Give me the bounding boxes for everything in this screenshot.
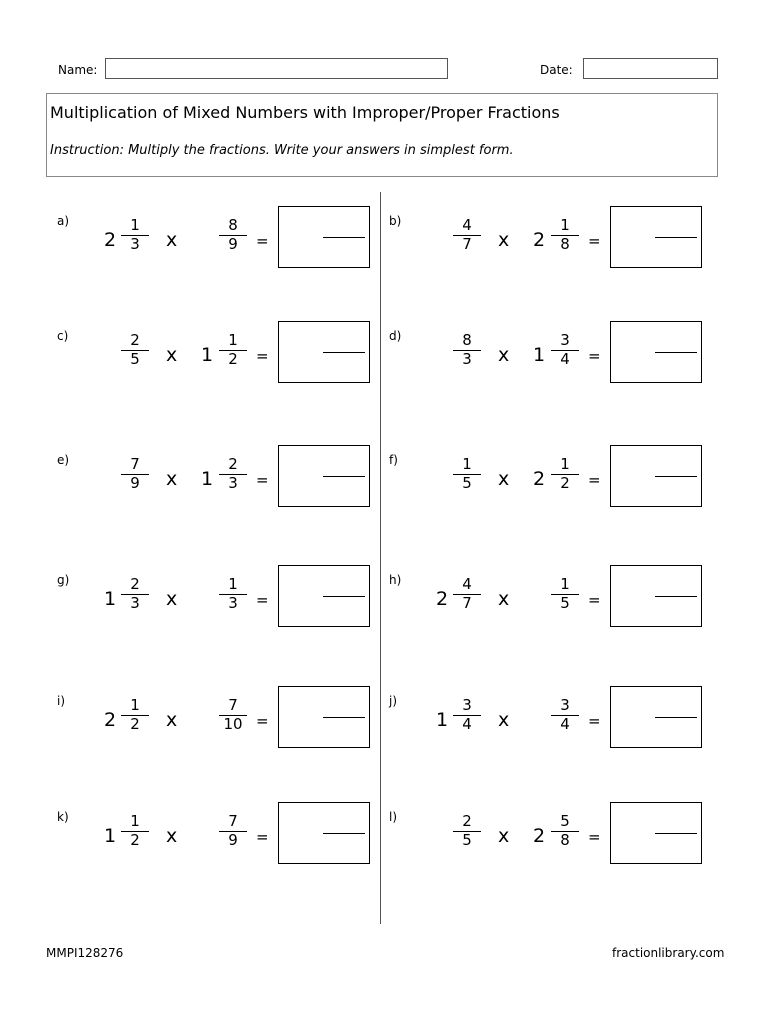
multiply-sign: x bbox=[498, 825, 510, 847]
whole-number: 1 bbox=[201, 344, 214, 366]
name-label: Name: bbox=[58, 63, 98, 77]
problem-label: g) bbox=[57, 573, 70, 587]
answer-box[interactable] bbox=[278, 802, 370, 864]
answer-fraction-line bbox=[655, 596, 697, 597]
whole-number: 2 bbox=[436, 588, 449, 610]
equals-sign: = bbox=[256, 712, 269, 730]
problem-label: k) bbox=[57, 810, 69, 824]
answer-fraction-line bbox=[323, 352, 365, 353]
answer-fraction-line bbox=[323, 476, 365, 477]
fraction bbox=[216, 813, 250, 849]
answer-box[interactable] bbox=[610, 445, 702, 507]
numerator: 7 bbox=[130, 455, 140, 473]
fraction bbox=[548, 697, 582, 733]
denominator: 4 bbox=[462, 715, 472, 733]
multiply-sign: x bbox=[498, 344, 510, 366]
numerator: 2 bbox=[130, 575, 140, 593]
answer-box[interactable] bbox=[610, 206, 702, 268]
denominator: 2 bbox=[560, 474, 570, 492]
denominator: 3 bbox=[228, 594, 238, 612]
denominator: 9 bbox=[130, 474, 140, 492]
fraction bbox=[450, 576, 484, 612]
equals-sign: = bbox=[588, 712, 601, 730]
fraction bbox=[548, 332, 582, 368]
answer-fraction-line bbox=[655, 352, 697, 353]
fraction bbox=[118, 332, 152, 368]
numerator: 2 bbox=[130, 331, 140, 349]
answer-box[interactable] bbox=[278, 321, 370, 383]
site-credit: fractionlibrary.com bbox=[612, 946, 725, 960]
denominator: 4 bbox=[560, 715, 570, 733]
denominator: 10 bbox=[223, 715, 243, 733]
multiply-sign: x bbox=[498, 588, 510, 610]
multiply-sign: x bbox=[498, 229, 510, 251]
fraction bbox=[118, 697, 152, 733]
instruction-box bbox=[46, 93, 718, 177]
denominator: 2 bbox=[130, 715, 140, 733]
numerator: 4 bbox=[462, 216, 472, 234]
date-label: Date: bbox=[540, 63, 573, 77]
fraction bbox=[548, 576, 582, 612]
fraction bbox=[450, 456, 484, 492]
equals-sign: = bbox=[256, 232, 269, 250]
denominator: 9 bbox=[228, 831, 238, 849]
numerator: 1 bbox=[130, 812, 140, 830]
fraction bbox=[216, 456, 250, 492]
fraction bbox=[216, 332, 250, 368]
problem-label: c) bbox=[57, 329, 69, 343]
denominator: 2 bbox=[130, 831, 140, 849]
answer-fraction-line bbox=[655, 237, 697, 238]
answer-box[interactable] bbox=[278, 686, 370, 748]
numerator: 3 bbox=[560, 331, 570, 349]
fraction bbox=[548, 217, 582, 253]
equals-sign: = bbox=[588, 232, 601, 250]
answer-box[interactable] bbox=[610, 802, 702, 864]
denominator: 3 bbox=[130, 594, 140, 612]
fraction bbox=[216, 697, 250, 733]
fraction bbox=[118, 813, 152, 849]
equals-sign: = bbox=[588, 347, 601, 365]
denominator: 5 bbox=[462, 831, 472, 849]
denominator: 7 bbox=[462, 235, 472, 253]
multiply-sign: x bbox=[166, 229, 178, 251]
denominator: 8 bbox=[560, 831, 570, 849]
denominator: 5 bbox=[462, 474, 472, 492]
denominator: 3 bbox=[130, 235, 140, 253]
whole-number: 2 bbox=[533, 229, 546, 251]
numerator: 1 bbox=[228, 331, 238, 349]
denominator: 8 bbox=[560, 235, 570, 253]
worksheet-title: Multiplication of Mixed Numbers with Improper/Proper Fractions bbox=[50, 103, 560, 122]
fraction bbox=[548, 456, 582, 492]
answer-fraction-line bbox=[655, 833, 697, 834]
column-divider bbox=[380, 192, 381, 924]
whole-number: 2 bbox=[533, 825, 546, 847]
fraction bbox=[450, 813, 484, 849]
multiply-sign: x bbox=[166, 825, 178, 847]
numerator: 4 bbox=[462, 575, 472, 593]
answer-box[interactable] bbox=[278, 445, 370, 507]
problem-label: a) bbox=[57, 214, 70, 228]
problem-label: d) bbox=[389, 329, 402, 343]
numerator: 1 bbox=[560, 455, 570, 473]
answer-fraction-line bbox=[655, 717, 697, 718]
problem-label: h) bbox=[389, 573, 402, 587]
equals-sign: = bbox=[256, 347, 269, 365]
equals-sign: = bbox=[588, 591, 601, 609]
denominator: 7 bbox=[462, 594, 472, 612]
multiply-sign: x bbox=[166, 709, 178, 731]
answer-fraction-line bbox=[323, 237, 365, 238]
denominator: 2 bbox=[228, 350, 238, 368]
answer-fraction-line bbox=[323, 717, 365, 718]
name-field[interactable] bbox=[105, 58, 448, 79]
fraction bbox=[450, 332, 484, 368]
denominator: 5 bbox=[130, 350, 140, 368]
numerator: 7 bbox=[228, 696, 238, 714]
numerator: 8 bbox=[462, 331, 472, 349]
whole-number: 1 bbox=[436, 709, 449, 731]
answer-fraction-line bbox=[323, 596, 365, 597]
denominator: 4 bbox=[560, 350, 570, 368]
answer-box[interactable] bbox=[278, 206, 370, 268]
problem-label: f) bbox=[389, 453, 398, 467]
whole-number: 2 bbox=[104, 229, 117, 251]
fraction bbox=[118, 456, 152, 492]
numerator: 1 bbox=[560, 575, 570, 593]
whole-number: 2 bbox=[533, 468, 546, 490]
denominator: 5 bbox=[560, 594, 570, 612]
fraction bbox=[450, 217, 484, 253]
problem-label: l) bbox=[389, 810, 398, 824]
whole-number: 1 bbox=[533, 344, 546, 366]
answer-box[interactable] bbox=[278, 565, 370, 627]
multiply-sign: x bbox=[166, 344, 178, 366]
instruction-text: Instruction: Multiply the fractions. Write your answers in simplest form. bbox=[50, 143, 514, 158]
equals-sign: = bbox=[588, 828, 601, 846]
numerator: 3 bbox=[462, 696, 472, 714]
numerator: 2 bbox=[228, 455, 238, 473]
whole-number: 1 bbox=[104, 588, 117, 610]
numerator: 2 bbox=[462, 812, 472, 830]
worksheet-code: MMPI128276 bbox=[46, 946, 124, 960]
multiply-sign: x bbox=[498, 709, 510, 731]
answer-box[interactable] bbox=[610, 321, 702, 383]
fraction bbox=[548, 813, 582, 849]
problem-label: b) bbox=[389, 214, 402, 228]
numerator: 1 bbox=[130, 696, 140, 714]
denominator: 3 bbox=[228, 474, 238, 492]
denominator: 9 bbox=[228, 235, 238, 253]
numerator: 1 bbox=[462, 455, 472, 473]
problem-label: j) bbox=[389, 694, 398, 708]
fraction bbox=[118, 217, 152, 253]
answer-fraction-line bbox=[323, 833, 365, 834]
numerator: 7 bbox=[228, 812, 238, 830]
multiply-sign: x bbox=[166, 588, 178, 610]
denominator: 3 bbox=[462, 350, 472, 368]
numerator: 1 bbox=[560, 216, 570, 234]
problem-label: e) bbox=[57, 453, 70, 467]
answer-box[interactable] bbox=[610, 565, 702, 627]
equals-sign: = bbox=[256, 591, 269, 609]
equals-sign: = bbox=[256, 828, 269, 846]
numerator: 1 bbox=[130, 216, 140, 234]
numerator: 1 bbox=[228, 575, 238, 593]
fraction bbox=[216, 217, 250, 253]
equals-sign: = bbox=[588, 471, 601, 489]
equals-sign: = bbox=[256, 471, 269, 489]
date-field[interactable] bbox=[583, 58, 718, 79]
fraction bbox=[118, 576, 152, 612]
whole-number: 1 bbox=[201, 468, 214, 490]
fraction bbox=[450, 697, 484, 733]
fraction bbox=[216, 576, 250, 612]
numerator: 8 bbox=[228, 216, 238, 234]
whole-number: 2 bbox=[104, 709, 117, 731]
multiply-sign: x bbox=[166, 468, 178, 490]
answer-box[interactable] bbox=[610, 686, 702, 748]
whole-number: 1 bbox=[104, 825, 117, 847]
answer-fraction-line bbox=[655, 476, 697, 477]
numerator: 3 bbox=[560, 696, 570, 714]
problem-label: i) bbox=[57, 694, 66, 708]
multiply-sign: x bbox=[498, 468, 510, 490]
numerator: 5 bbox=[560, 812, 570, 830]
